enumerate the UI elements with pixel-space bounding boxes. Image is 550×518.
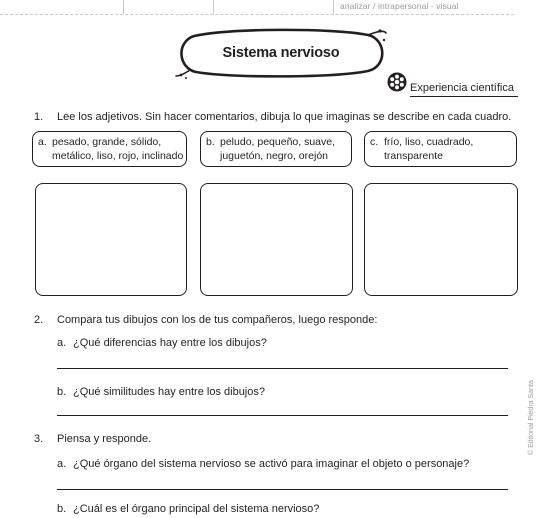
adjectives-box-letter: c.: [370, 136, 379, 148]
question-3-number: 3.: [34, 433, 44, 445]
adjectives-line: juguetón, negro, orejón: [220, 150, 328, 162]
adjectives-box-letter: b.: [206, 136, 215, 148]
drawing-box-a[interactable]: [35, 183, 187, 296]
adjectives-line: peludo, pequeño, suave,: [220, 136, 336, 148]
answer-line[interactable]: [57, 415, 508, 416]
adjectives-box-c: [364, 131, 517, 167]
brain-icon: [387, 72, 407, 92]
question-2b-letter: b.: [57, 386, 67, 398]
header-divider: [213, 0, 214, 14]
adjectives-line: pesado, grande, sólido,: [52, 136, 162, 148]
question-3a-letter: a.: [57, 458, 67, 470]
adjectives-line: frío, liso, cuadrado,: [384, 136, 474, 148]
question-2-text: Compara tus dibujos con los de tus compañeros, luego responde:: [57, 314, 378, 326]
adjectives-line: metálico, liso, rojo, inclinado: [52, 150, 184, 162]
question-2b-text: ¿Qué similitudes hay entre los dibujos?: [73, 386, 265, 398]
adjectives-line: transparente: [384, 150, 443, 162]
question-3-text: Piensa y responde.: [57, 433, 152, 445]
question-1-text: Lee los adjetivos. Sin hacer comentarios, dibuja lo que imaginas se describe en cada cuadro.: [57, 111, 512, 123]
drawing-box-b[interactable]: [200, 183, 353, 296]
page-title: Sistema nervioso: [222, 45, 340, 61]
header-divider: [333, 0, 334, 14]
question-2-number: 2.: [34, 314, 44, 326]
header-rule: [0, 14, 514, 15]
title-badge: [172, 26, 390, 80]
question-3b-letter: b.: [57, 503, 67, 515]
header-caption: analizar / intrapersonal - visual: [340, 1, 459, 11]
question-3a-text: ¿Qué órgano del sistema nervioso se activó para imaginar el objeto o personaje?: [73, 458, 470, 470]
question-2a-text: ¿Qué diferencias hay entre los dibujos?: [73, 337, 267, 349]
question-1-number: 1.: [34, 111, 44, 123]
header-divider: [123, 0, 124, 14]
answer-line[interactable]: [57, 368, 508, 369]
drawing-box-c[interactable]: [364, 183, 518, 296]
section-label: Experiencia científica: [410, 82, 514, 94]
answer-line[interactable]: [57, 489, 508, 490]
question-3b-text: ¿Cuál es el órgano principal del sistema nervioso?: [73, 503, 320, 515]
question-2a-letter: a.: [57, 337, 67, 349]
publisher-credit: © Editorial Piedra Santa: [528, 380, 535, 455]
adjectives-box-b: [200, 131, 352, 167]
adjectives-box-letter: a.: [38, 136, 47, 148]
adjectives-box-a: [32, 131, 187, 167]
section-label-underline: [410, 96, 518, 97]
